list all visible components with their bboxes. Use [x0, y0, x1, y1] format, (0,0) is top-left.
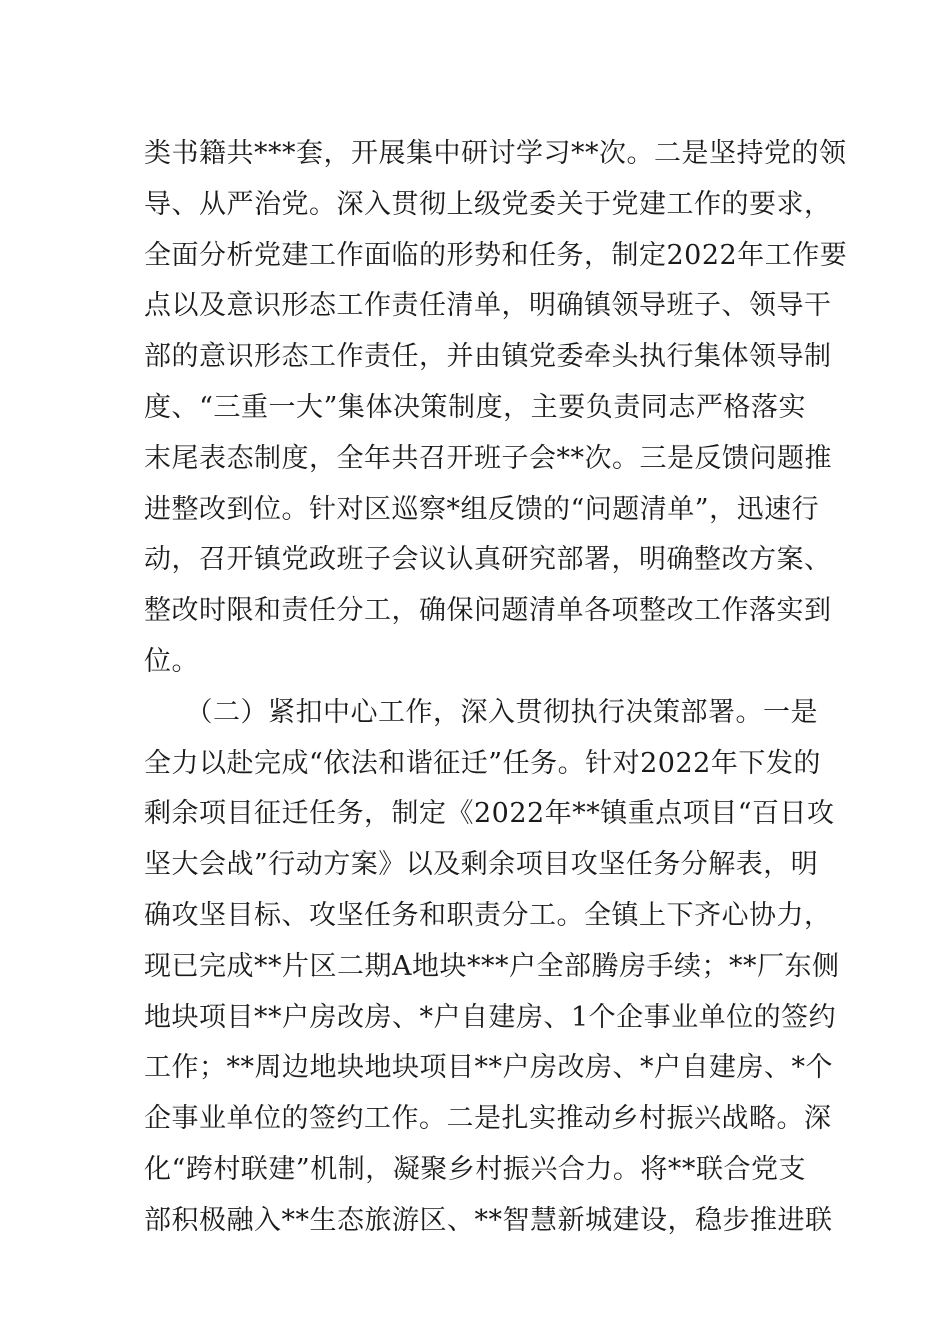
text-line: 整改时限和责任分工，确保问题清单各项整改工作落实到	[144, 595, 832, 627]
text-line: 企事业单位的签约工作。二是扎实推动乡村振兴战略。深	[144, 1103, 832, 1135]
section-heading-line: （二）紧扣中心工作，深入贯彻执行决策部署。一是	[144, 696, 818, 728]
text-line: 进整改到位。针对区巡察*组反馈的“问题清单”，迅速行	[144, 493, 820, 525]
text-line: 现已完成**片区二期A地块***户全部腾房手续；**厂东侧	[144, 950, 840, 982]
text-line: 部积极融入**生态旅游区、**智慧新城建设，稳步推进联	[144, 1204, 833, 1236]
document-body	[144, 129, 848, 1247]
paragraph-1	[144, 129, 848, 688]
text-line: 全力以赴完成“依法和谐征迁”任务。针对2022年下发的	[144, 747, 821, 779]
text-line: 导、从严治党。深入贯彻上级党委关于党建工作的要求，	[144, 188, 832, 220]
text-line: 确攻坚目标、攻坚任务和职责分工。全镇上下齐心协力，	[144, 899, 832, 931]
text-line: 点以及意识形态工作责任清单，明确镇领导班子、领导干	[144, 290, 832, 322]
text-line: 动，召开镇党政班子会议认真研究部署，明确整改方案、	[144, 544, 832, 576]
text-line: 度、“三重一大”集体决策制度，主要负责同志严格落实	[144, 391, 806, 423]
text-line: 剩余项目征迁任务，制定《2022年**镇重点项目“百日攻	[144, 798, 835, 830]
paragraph-2	[144, 688, 840, 1247]
text-line: 全面分析党建工作面临的形势和任务，制定2022年工作要	[144, 239, 848, 271]
text-line: 工作；**周边地块地块项目**户房改房、*户自建房、*个	[144, 1052, 833, 1084]
text-line: 部的意识形态工作责任，并由镇党委牵头执行集体领导制	[144, 341, 832, 373]
text-line: 末尾表态制度，全年共召开班子会**次。三是反馈问题推	[144, 442, 832, 474]
text-line: 化“跨村联建”机制，凝聚乡村振兴合力。将**联合党支	[144, 1153, 806, 1185]
text-line: 类书籍共***套，开展集中研讨学习**次。二是坚持党的领	[144, 138, 847, 169]
text-line: 坚大会战”行动方案》以及剩余项目攻坚任务分解表，明	[144, 849, 819, 881]
text-line: 地块项目**户房改房、*户自建房、1个企事业单位的签约	[144, 1001, 837, 1033]
text-line: 位。	[144, 645, 199, 677]
